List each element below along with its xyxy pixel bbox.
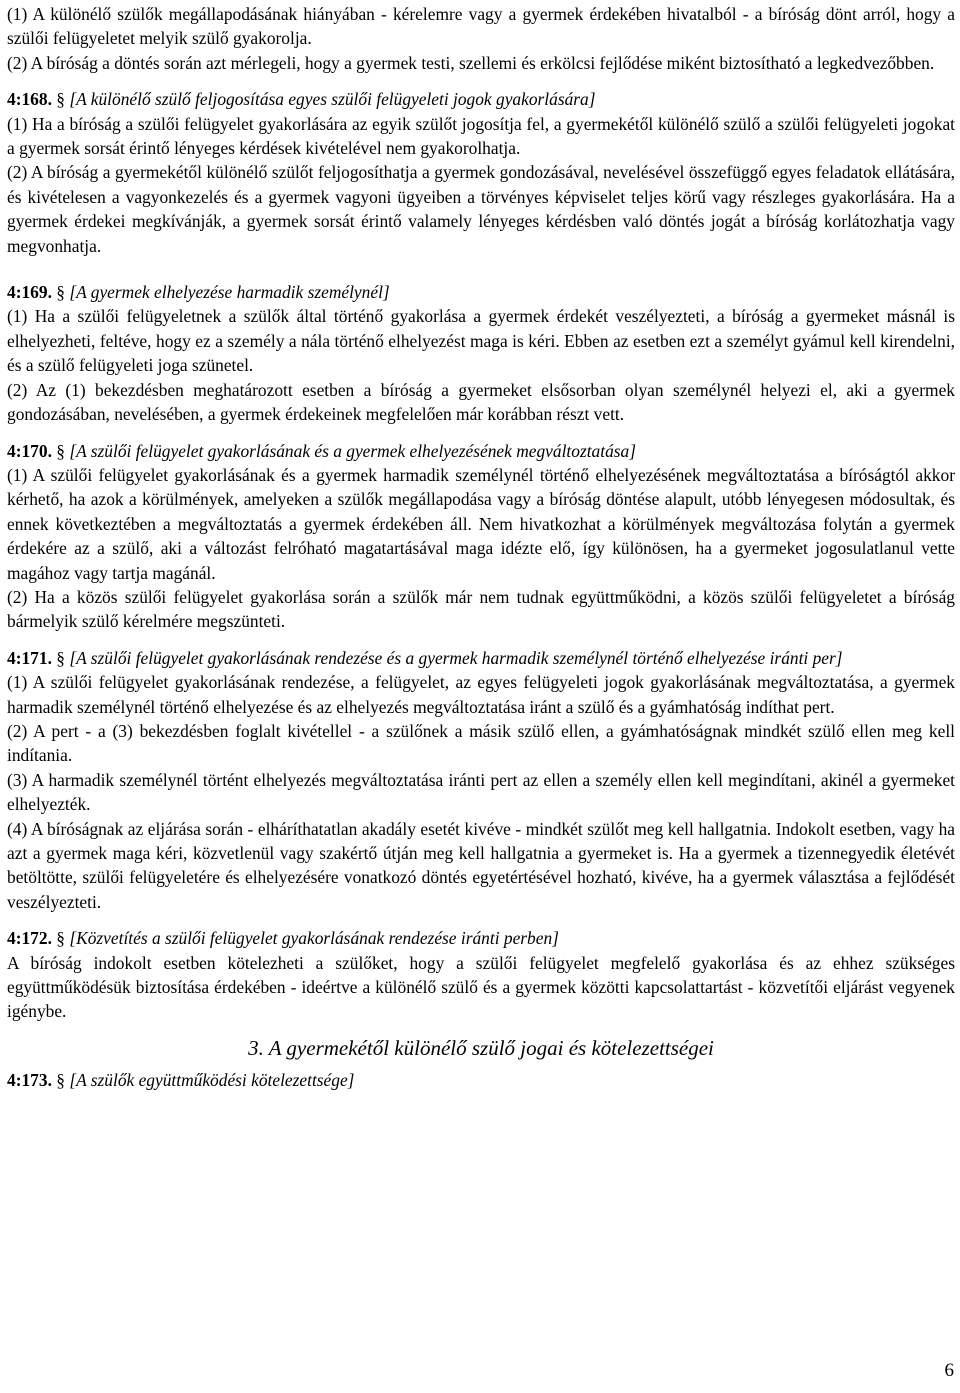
chapter-title: 3. A gyermekétől különélő szülő jogai és kötelezettségei	[248, 1035, 714, 1060]
section-title: [A szülői felügyelet gyakorlásának rendezése és a gyermek harmadik személynél történő elhelyezése iránti per]	[69, 647, 843, 668]
section-sign: §	[56, 1069, 65, 1090]
paragraph: (2) A pert - a (3) bekezdésben foglalt kivétellel - a szülőnek a másik szülő ellen, a gyámhatóságnak mindkét szülő ellen meg kell indítania.	[7, 720, 955, 766]
section-sign: §	[56, 89, 65, 110]
section-sign: §	[56, 282, 65, 303]
section-title: [A szülői felügyelet gyakorlásának és a gyermek elhelyezésének megváltoztatása]	[69, 440, 636, 461]
section-number: 4:168.	[7, 89, 52, 110]
section-number: 4:173.	[7, 1069, 52, 1090]
paragraph: (1) A különélő szülők megállapodásának hiányában - kérelemre vagy a gyermek érdekében hivatalból - a bíróság dönt arról, hogy a szülői felügyeletet melyik szülő gyakorolja.	[7, 4, 955, 49]
paragraph: (2) Ha a közös szülői felügyelet gyakorlása során a szülők már nem tudnak együttműködni, a közös szülői felügyeletet a bíróság bármelyik szülő kérelmére megszünteti.	[7, 586, 955, 632]
section-title: [Közvetítés a szülői felügyelet gyakorlásának rendezése iránti perben]	[69, 928, 559, 949]
document-page	[7, 2, 955, 1092]
section-number: 4:172.	[7, 928, 52, 949]
paragraph: (2) A bíróság a döntés során azt mérlegeli, hogy a gyermek testi, szellemi és erkölcsi fejlődése miként biztosítható a legkedvezőbben.	[7, 52, 935, 73]
section-heading-4-171	[7, 646, 955, 670]
paragraph: A bíróság indokolt esetben kötelezheti a szülőket, hogy a szülői felügyelet megfelelő gyakorlása és az ehhez szükséges együttműködésük biztosítása érdekében - ideértve a különélő szülő és a gyermek közötti kapcsolattartást - közvetítői eljárást vegyenek igénybe.	[7, 952, 955, 1022]
paragraph: (4) A bíróságnak az eljárása során - elháríthatatlan akadály esetét kivéve - mindkét szülőt meg kell hallgatnia. Indokolt esetben, vagy ha azt a gyermek maga kéri, közvetlenül vagy szakértő útján meg kell hallgatnia a gyermeket is. Ha a gyermek a tizennegyedik életévét betöltötte, szülői felügyeletére és elhelyezésére vonatkozó döntés egyetértésével hozható, kivéve, ha a gyermek választása a fejlődését veszélyezteti.	[7, 818, 955, 912]
section-title: [A szülők együttműködési kötelezettsége]	[69, 1069, 355, 1090]
section-number: 4:169.	[7, 282, 52, 303]
section-heading-4-173	[7, 1068, 955, 1092]
page-number: 6	[944, 1360, 954, 1381]
paragraph: (1) A szülői felügyelet gyakorlásának rendezése, a felügyelet, az egyes felügyeleti jogok gyakorlásának megváltoztatása, a gyermek harmadik személynél történő elhelyezése és az elhelyezés megváltoztatása iránt a szülő és a gyámhatóság indíthat pert.	[7, 672, 955, 717]
paragraph: (1) Ha a bíróság a szülői felügyelet gyakorlására az egyik szülőt jogosítja fel, a gyermekétől különélő szülő a szülői felügyeleti jogokat a gyermek sorsát érintő lényeges kérdések kivételével nem gyakorolhatja.	[7, 113, 955, 159]
section-sign: §	[56, 928, 65, 949]
paragraph: (1) A szülői felügyelet gyakorlásának és a gyermek harmadik személynél történő elhelyezésének megváltoztatása a bíróságtól akkor kérhető, ha azok a körülmények, amelyeken a szülők megállapodása vagy a bíróság döntése alapult, utóbb lényegesen módosultak, és ennek következtében a megváltoztatás a gyermek érdekében áll. Nem hivatkozhat a körülmények megváltozása folytán a gyermek érdekére az a szülő, aki a változást felróható magatartásával maga idézte elő, így különösen, ha a gyermeket jogosulatlanul vette magához vagy tartja magánál.	[7, 464, 955, 583]
section-title: [A különélő szülő feljogosítása egyes szülői felügyeleti jogok gyakorlására]	[69, 89, 596, 110]
section-number: 4:171.	[7, 647, 52, 668]
section-heading-4-168	[7, 87, 955, 111]
section-number: 4:170.	[7, 440, 52, 461]
paragraph: (3) A harmadik személynél történt elhelyezés megváltoztatása iránti pert az ellen a személy ellen kell megindítani, akinél a gyermeket elhelyezték.	[7, 769, 955, 815]
section-heading-4-170	[7, 439, 955, 463]
paragraph: (2) Az (1) bekezdésben meghatározott esetben a bíróság a gyermeket elsősorban olyan személynél helyezi el, aki a gyermek gondozásában, nevelésében, a gyermek érdekeinek megfelelően már korábban részt vett.	[7, 379, 955, 425]
section-heading-4-172	[7, 926, 955, 950]
section-sign: §	[56, 440, 65, 461]
paragraph: (2) A bíróság a gyermekétől különélő szülőt feljogosíthatja a gyermek gondozásával, nevelésével összefüggő egyes feladatok ellátására, és kivételesen a vagyonkezelés és a gyermek vagyoni ügyeiben a törvényes képviselet teljes körű vagy részleges gyakorlására. Ha a gyermek érdekei megkívánják, a gyermek sorsát érintő valamely lényeges kérdésben való döntés jogát a bíróság korlátozhatja vagy megvonhatja.	[7, 162, 955, 256]
paragraph: (1) Ha a szülői felügyeletnek a szülők által történő gyakorlása a gyermek érdekét veszélyezteti, a bíróság a gyermeket másnál is elhelyezheti, feltéve, hogy ez a személy a nála történő elhelyezést maga is kéri. Ebben az esetben ezt a személyt gyámul kell kirendelni, és a szülő felügyeleti joga szünetel.	[7, 306, 955, 376]
section-sign: §	[56, 647, 65, 668]
section-heading-4-169	[7, 280, 955, 304]
section-title: [A gyermek elhelyezése harmadik személynél]	[69, 282, 390, 303]
